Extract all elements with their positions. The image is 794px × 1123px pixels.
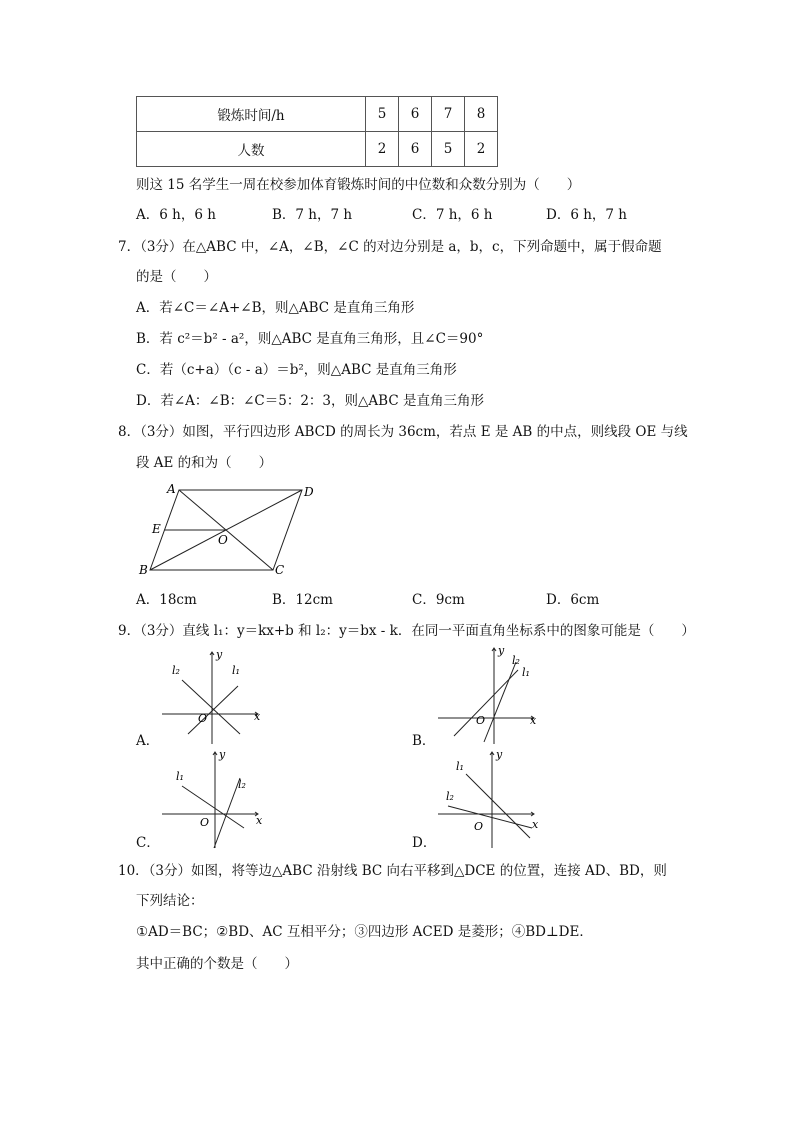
q8-option-a[interactable]: A．18cm bbox=[136, 592, 197, 608]
row-label-time: 锻炼时间/h bbox=[137, 97, 366, 132]
q6-option-b[interactable]: B．7 h，7 h bbox=[272, 207, 353, 223]
q6-option-a[interactable]: A．6 h，6 h bbox=[136, 207, 216, 223]
q9-option-c[interactable]: C． bbox=[136, 835, 160, 851]
q7-option-c[interactable]: C．若（c+a）（c - a）＝b²，则△ABC 是直角三角形 bbox=[136, 362, 457, 378]
x-label: x bbox=[530, 714, 537, 727]
x-label: x bbox=[532, 818, 539, 831]
count-cell: 5 bbox=[432, 132, 465, 167]
x-label: x bbox=[254, 710, 261, 723]
q7-option-d[interactable]: D．若∠A：∠B：∠C＝5：2：3，则△ABC 是直角三角形 bbox=[136, 393, 484, 409]
label-e: E bbox=[152, 522, 161, 536]
l1-label: l₁ bbox=[456, 760, 464, 773]
table-row bbox=[137, 97, 498, 132]
q10-stem-line3: 其中正确的个数是（ ） bbox=[136, 956, 298, 972]
table-row bbox=[137, 132, 498, 167]
count-cell: 2 bbox=[366, 132, 399, 167]
l1-label: l₁ bbox=[176, 770, 184, 783]
graph-b bbox=[436, 644, 546, 748]
q9-option-a[interactable]: A． bbox=[136, 733, 160, 749]
time-cell: 7 bbox=[432, 97, 465, 132]
count-cell: 6 bbox=[399, 132, 432, 167]
l2-label: l₂ bbox=[446, 790, 454, 803]
l1-label: l₁ bbox=[232, 664, 240, 677]
label-c: C bbox=[275, 563, 285, 577]
l1-label: l₁ bbox=[522, 666, 530, 679]
graph-a bbox=[160, 648, 270, 748]
q7-stem-line2: 的是（ ） bbox=[136, 269, 217, 285]
y-label: y bbox=[219, 748, 226, 761]
time-cell: 8 bbox=[465, 97, 498, 132]
q6-option-d[interactable]: D．6 h，7 h bbox=[546, 207, 627, 223]
q8-stem-line1: 8．（3分）如图，平行四边形 ABCD 的周长为 36cm，若点 E 是 AB 的中点，则线段 OE 与线 bbox=[118, 424, 688, 440]
q6-option-c[interactable]: C．7 h，6 h bbox=[412, 207, 493, 223]
time-cell: 5 bbox=[366, 97, 399, 132]
y-label: y bbox=[498, 644, 505, 657]
q10-stem-line1: 10．（3分）如图，将等边△ABC 沿射线 BC 向右平移到△DCE 的位置，连接 AD、BD，则 bbox=[118, 863, 667, 879]
origin-label: O bbox=[198, 712, 208, 725]
parallelogram-figure bbox=[136, 478, 326, 578]
row-label-count: 人数 bbox=[137, 132, 366, 167]
time-cell: 6 bbox=[399, 97, 432, 132]
origin-label: O bbox=[476, 714, 486, 727]
q8-stem-line2: 段 AE 的和为（ ） bbox=[136, 455, 273, 471]
q8-option-c[interactable]: C．9cm bbox=[412, 592, 465, 608]
q9-option-d[interactable]: D． bbox=[412, 835, 437, 851]
q7-stem-line1: 7．（3分）在△ABC 中，∠A，∠B，∠C 的对边分别是 a，b，c，下列命题中，属于假命题 bbox=[118, 239, 662, 255]
label-d: D bbox=[304, 485, 314, 499]
count-cell: 2 bbox=[465, 132, 498, 167]
origin-label: O bbox=[200, 816, 210, 829]
line-l2 bbox=[214, 778, 240, 848]
line-l2 bbox=[448, 806, 532, 828]
line-l2 bbox=[182, 680, 240, 734]
l2-label: l₂ bbox=[172, 664, 180, 677]
q9-option-b[interactable]: B． bbox=[412, 733, 436, 749]
graph-c bbox=[160, 748, 270, 852]
q6-stem: 则这 15 名学生一周在校参加体育锻炼时间的中位数和众数分别为（ ） bbox=[136, 177, 581, 193]
graph-d bbox=[436, 748, 546, 852]
q8-option-d[interactable]: D．6cm bbox=[546, 592, 600, 608]
exercise-time-table bbox=[136, 96, 498, 167]
q9-stem: 9．（3分）直线 l₁：y＝kx+b 和 l₂：y＝bx - k．在同一平面直角坐标系中的图象可能是（ ） bbox=[118, 623, 695, 639]
y-label: y bbox=[216, 648, 223, 661]
l2-label: l₂ bbox=[512, 654, 520, 667]
x-label: x bbox=[256, 814, 263, 827]
q10-conclusions: ①AD＝BC；②BD、AC 互相平分；③四边形 ACED 是菱形；④BD⊥DE． bbox=[136, 924, 593, 940]
q7-option-a[interactable]: A．若∠C＝∠A+∠B，则△ABC 是直角三角形 bbox=[136, 300, 415, 316]
q7-option-b[interactable]: B．若 c²＝b² - a²，则△ABC 是直角三角形，且∠C＝90° bbox=[136, 331, 484, 347]
l2-label: l₂ bbox=[238, 778, 246, 791]
label-b: B bbox=[139, 563, 148, 577]
y-label: y bbox=[496, 748, 503, 761]
q10-stem-line2: 下列结论： bbox=[136, 893, 204, 909]
q8-option-b[interactable]: B．12cm bbox=[272, 592, 333, 608]
label-o: O bbox=[218, 533, 228, 547]
origin-label: O bbox=[474, 820, 484, 833]
line-l2 bbox=[484, 662, 516, 742]
label-a: A bbox=[167, 482, 176, 496]
